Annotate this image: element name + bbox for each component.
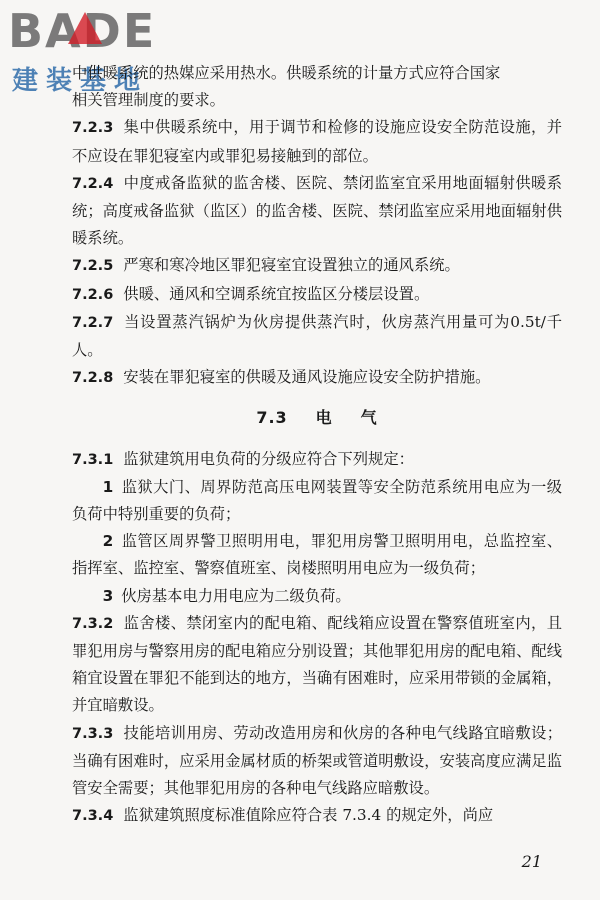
clause-7-2-4 xyxy=(72,170,562,253)
item-text: 伙房基本电力用电应为二级负荷。 xyxy=(121,586,351,605)
clause-7-2-3 xyxy=(72,114,562,169)
clause-text: 供暖、通风和空调系统宜按监区分楼层设置。 xyxy=(123,284,430,303)
page-number: 21 xyxy=(521,852,542,871)
section-title-char-2: 气 xyxy=(360,408,378,428)
item-number: 1 xyxy=(102,477,114,496)
clause-number: 7.2.6 xyxy=(72,286,114,303)
clause-7-2-6 xyxy=(72,281,562,309)
item-number: 3 xyxy=(102,586,114,605)
clause-number: 7.3.3 xyxy=(72,725,114,742)
clause-7-2-5 xyxy=(72,252,562,280)
logo-triangle-icon xyxy=(68,12,102,44)
section-title-char-1: 电 xyxy=(315,408,333,428)
clause-text: 当设置蒸汽锅炉为伙房提供蒸汽时，伙房蒸汽用量可为0.5t/千人。 xyxy=(72,312,562,360)
logo-text: BADE xyxy=(8,4,157,58)
clause-7-3-1 xyxy=(72,446,562,474)
clause-number: 7.3.1 xyxy=(72,451,114,468)
clause-number: 7.2.3 xyxy=(72,120,114,137)
list-item-1 xyxy=(72,474,562,528)
clause-text: 监狱建筑用电负荷的分级应符合下列规定： xyxy=(123,449,414,468)
document-body xyxy=(72,60,562,830)
clause-text: 技能培训用房、劳动改造用房和伙房的各种电气线路宜暗敷设；当确有困难时，应采用金属材质的桥架或管道明敷设，安装高度应满足监管安全需要；其他罪犯用房的各种电气线路应暗敷设。 xyxy=(72,723,562,798)
item-text: 监狱大门、周界防范高压电网装置等安全防范系统用电应为一级负荷中特别重要的负荷； xyxy=(72,477,562,524)
clause-text: 监舍楼、禁闭室内的配电箱、配线箱应设置在警察值班室内，且罪犯用房与警察用房的配电箱应分别设置；其他罪犯用房的配电箱、配线箱宜设置在罪犯不能到达的地方，当确有困难时，应采用带锁的金属箱，并宜暗敷设。 xyxy=(72,613,562,715)
clause-7-2-7 xyxy=(72,309,562,364)
clause-7-2-8 xyxy=(72,364,562,392)
clause-number: 7.2.5 xyxy=(72,258,114,275)
list-item-2 xyxy=(72,528,562,582)
clause-number: 7.2.4 xyxy=(72,175,114,192)
clause-number: 7.3.4 xyxy=(72,808,114,825)
clause-text: 严寒和寒冷地区罪犯寝室宜设置独立的通风系统。 xyxy=(123,256,460,275)
section-number: 7.3 xyxy=(256,408,288,428)
intro-line-2: 相关管理制度的要求。 xyxy=(72,91,225,110)
clause-text: 监狱建筑照度标准值除应符合表 7.3.4 的规定外，尚应 xyxy=(123,806,494,825)
item-text: 监管区周界警卫照明用电，罪犯用房警卫照明用电，总监控室、指挥室、监控室、警察值班室、岗楼照明用电应为一级负荷； xyxy=(72,532,562,578)
clause-7-3-3 xyxy=(72,720,562,803)
clause-7-3-2 xyxy=(72,610,562,720)
item-number: 2 xyxy=(102,532,114,551)
clause-number: 7.2.7 xyxy=(72,314,114,331)
clause-text: 中度戒备监狱的监舍楼、医院、禁闭监室宜采用地面辐射供暖系统；高度戒备监狱（监区）的监舍楼、医院、禁闭监室应采用地面辐射供暖系统。 xyxy=(72,173,562,248)
intro-line-1: 中供暖系统的热媒应采用热水。供暖系统的计量方式应符合国家 xyxy=(72,64,501,82)
section-heading-7-3 xyxy=(72,404,562,431)
clause-number: 7.2.8 xyxy=(72,370,114,387)
clause-number: 7.3.2 xyxy=(72,615,114,632)
clause-text: 集中供暖系统中，用于调节和检修的设施应设安全防范设施，并不应设在罪犯寝室内或罪犯易接触到的部位。 xyxy=(72,118,562,165)
clause-7-3-4 xyxy=(72,802,562,830)
clause-text: 安装在罪犯寝室的供暖及通风设施应设安全防护措施。 xyxy=(123,368,491,387)
list-item-3 xyxy=(72,583,562,610)
logo-subtext: 建装基地 xyxy=(12,66,149,96)
